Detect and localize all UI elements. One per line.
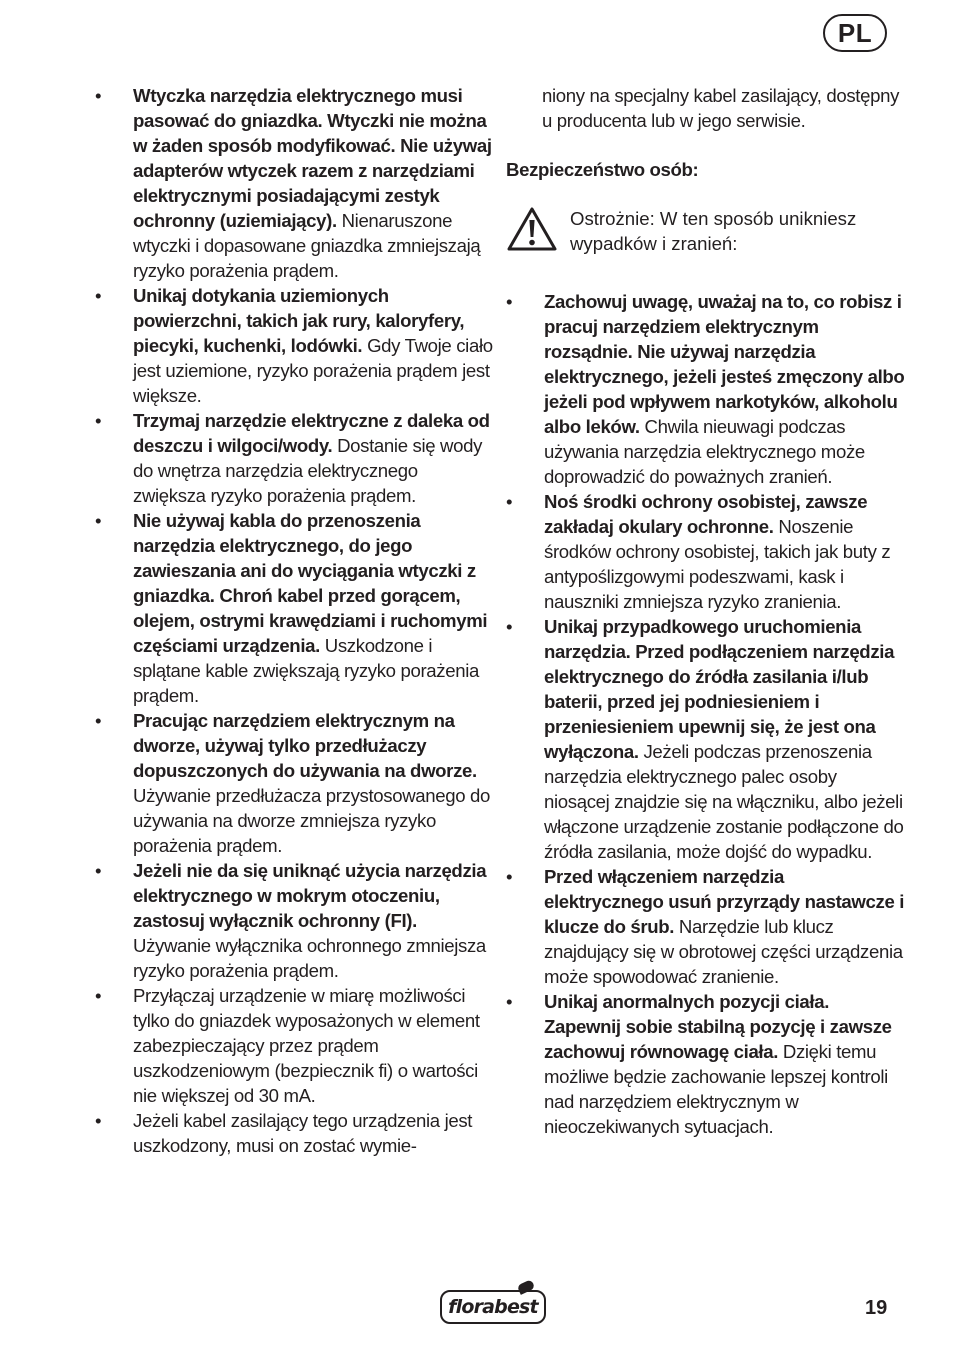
list-item [506, 289, 906, 489]
list-item [95, 283, 495, 408]
list-item [95, 408, 495, 508]
item-text: Przyłączaj urządzenie w miarę możliwości tylko do gniazdek wyposażonych w element zabezpieczający przez prądem uszkodzeniowym (bezpiecznik fi) o wartości nie większej od 30 mA. [133, 985, 480, 1106]
caution-note [506, 206, 906, 256]
item-text: Używanie przedłużacza przystosowanego do używania na dworze zmniejsza ryzyko porażenia prądem. [133, 785, 491, 856]
language-badge: PL [823, 14, 887, 52]
bullet-icon: • [95, 285, 102, 306]
list-item [506, 489, 906, 614]
right-column [506, 83, 906, 1139]
bullet-icon: • [506, 491, 513, 512]
item-bold-text: Trzymaj narzędzie elektryczne z daleka od deszczu i wilgoci/wody. [133, 410, 490, 456]
list-item [506, 989, 906, 1139]
left-column [95, 83, 495, 1158]
list-item [95, 1108, 495, 1158]
continuation-text: niony na specjalny kabel zasilający, dostępny u producenta lub w jego serwisie. [542, 85, 900, 131]
item-bold-text: Jeżeli nie da się uniknąć użycia narzędzia elektrycznego w mokrym otoczeniu, zastosuj wyłącznik ochronny (FI). [133, 860, 487, 931]
logo-frame [440, 1290, 546, 1324]
item-text: Noszenie środków ochrony osobistej, takich jak buty z antypoślizgowymi podeszwami, kask i nauszniki zmniejsza ryzyko zranienia. [544, 516, 891, 612]
item-bold-text: Unikaj anormalnych pozycji ciała. Zapewnij sobie stabilną pozycję i zawsze zachowuj równowagę ciała. [544, 991, 892, 1062]
item-bold-text: Zachowuj uwagę, uważaj na to, co robisz i pracuj narzędziem elektrycznym rozsądnie. Nie używaj narzędzia elektrycznego, jeżeli jesteś zmęczony albo jeżeli pod wpływem narkotyków, alkoholu albo leków. [544, 291, 905, 437]
item-text: Chwila nieuwagi podczas używania narzędzia elektrycznego może doprowadzić do poważnych zranień. [544, 416, 865, 487]
item-bold-text: Przed włączeniem narzędzia elektrycznego usuń przyrządy nastawcze i klucze do śrub. [544, 866, 905, 937]
list-item [506, 614, 906, 864]
item-bold-text: Pracując narzędziem elektrycznym na dworze, używaj tylko przedłużaczy dopuszczonych do używania na dworze. [133, 710, 477, 781]
bullet-icon: • [95, 1110, 102, 1131]
bullet-icon: • [95, 710, 102, 731]
item-text: Dostanie się wody do wnętrza narzędzia elektrycznego zwiększa ryzyko porażenia prądem. [133, 435, 483, 506]
item-bold-text: Noś środki ochrony osobistej, zawsze zakładaj okulary ochronne. [544, 491, 868, 537]
warning-triangle-icon [506, 206, 558, 252]
bullet-icon: • [95, 510, 102, 531]
caution-text: Ostrożnie: W ten sposób unikniesz wypadków i zranień: [570, 208, 857, 254]
list-item [95, 858, 495, 983]
list-item [95, 83, 495, 283]
list-item [506, 864, 906, 989]
item-bold-text: Nie używaj kabla do przenoszenia narzędzia elektrycznego, do jego zawieszania ani do wyciągania wtyczki z gniazdka. Chroń kabel przed gorącem, olejem, ostrymi krawędziami i ruchomymi częściami urządzenia. [133, 510, 488, 656]
item-text: Jeżeli kabel zasilający tego urządzenia jest uszkodzony, musi on zostać wymie- [133, 1110, 473, 1156]
item-text: Nienaruszone wtyczki i dopasowane gniazdka zmniejszają ryzyko porażenia prądem. [133, 210, 481, 281]
bullet-icon: • [95, 860, 102, 881]
item-text: Jeżeli podczas przenoszenia narzędzia elektrycznego palec osoby niosącej znajdzie się na włączniku, albo jeżeli włączone urządzenie zostanie podłączone do źródła zasilania, może dojść do wypadku. [544, 741, 904, 862]
list-item [95, 508, 495, 708]
bullet-icon: • [506, 291, 513, 312]
section-heading: Bezpieczeństwo osób: [506, 159, 699, 180]
bullet-icon: • [95, 985, 102, 1006]
item-text: Uszkodzone i splątane kable zwiększają ryzyko porażenia prądem. [133, 635, 479, 706]
item-text: Używanie wyłącznika ochronnego zmniejsza ryzyko porażenia prądem. [133, 935, 486, 981]
item-bold-text: Unikaj dotykania uziemionych powierzchni, takich jak rury, kaloryfery, piecyki, kuchenki, lodówki. [133, 285, 465, 356]
bullet-icon: • [506, 866, 513, 887]
page-number: 19 [865, 1297, 888, 1319]
list-item [95, 983, 495, 1108]
item-text: Gdy Twoje ciało jest uziemione, ryzyko porażenia prądem jest większe. [133, 335, 493, 406]
brand-logo [438, 1286, 548, 1328]
bullet-icon: • [506, 991, 513, 1012]
leaf-icon [517, 1279, 536, 1295]
item-bold-text: Unikaj przypadkowego uruchomienia narzędzia. Przed podłączeniem narzędzia elektrycznego do źródła zasilania i/lub baterii, przed jej podniesieniem i przeniesieniem upewnij się, że jest ona wyłączona. [544, 616, 895, 762]
item-text: Narzędzie lub klucz znajdujący się w obrotowej części urządzenia może spowodować zranienie. [544, 916, 903, 987]
logo-text: florabest [448, 1296, 538, 1318]
bullet-icon: • [95, 410, 102, 431]
list-item [95, 708, 495, 858]
item-bold-text: Wtyczka narzędzia elektrycznego musi pasować do gniazdka. Wtyczki nie można w żaden sposób modyfikować. Nie używaj adapterów wtyczek razem z narzędziami elektrycznymi posiadającymi zestyk ochronny (uziemiający). [133, 85, 492, 231]
bullet-icon: • [506, 616, 513, 637]
bullet-icon: • [95, 85, 102, 106]
item-text: Dzięki temu możliwe będzie zachowanie lepszej kontroli nad narzędziem elektrycznym w nieoczekiwanych sytuacjach. [544, 1041, 888, 1137]
